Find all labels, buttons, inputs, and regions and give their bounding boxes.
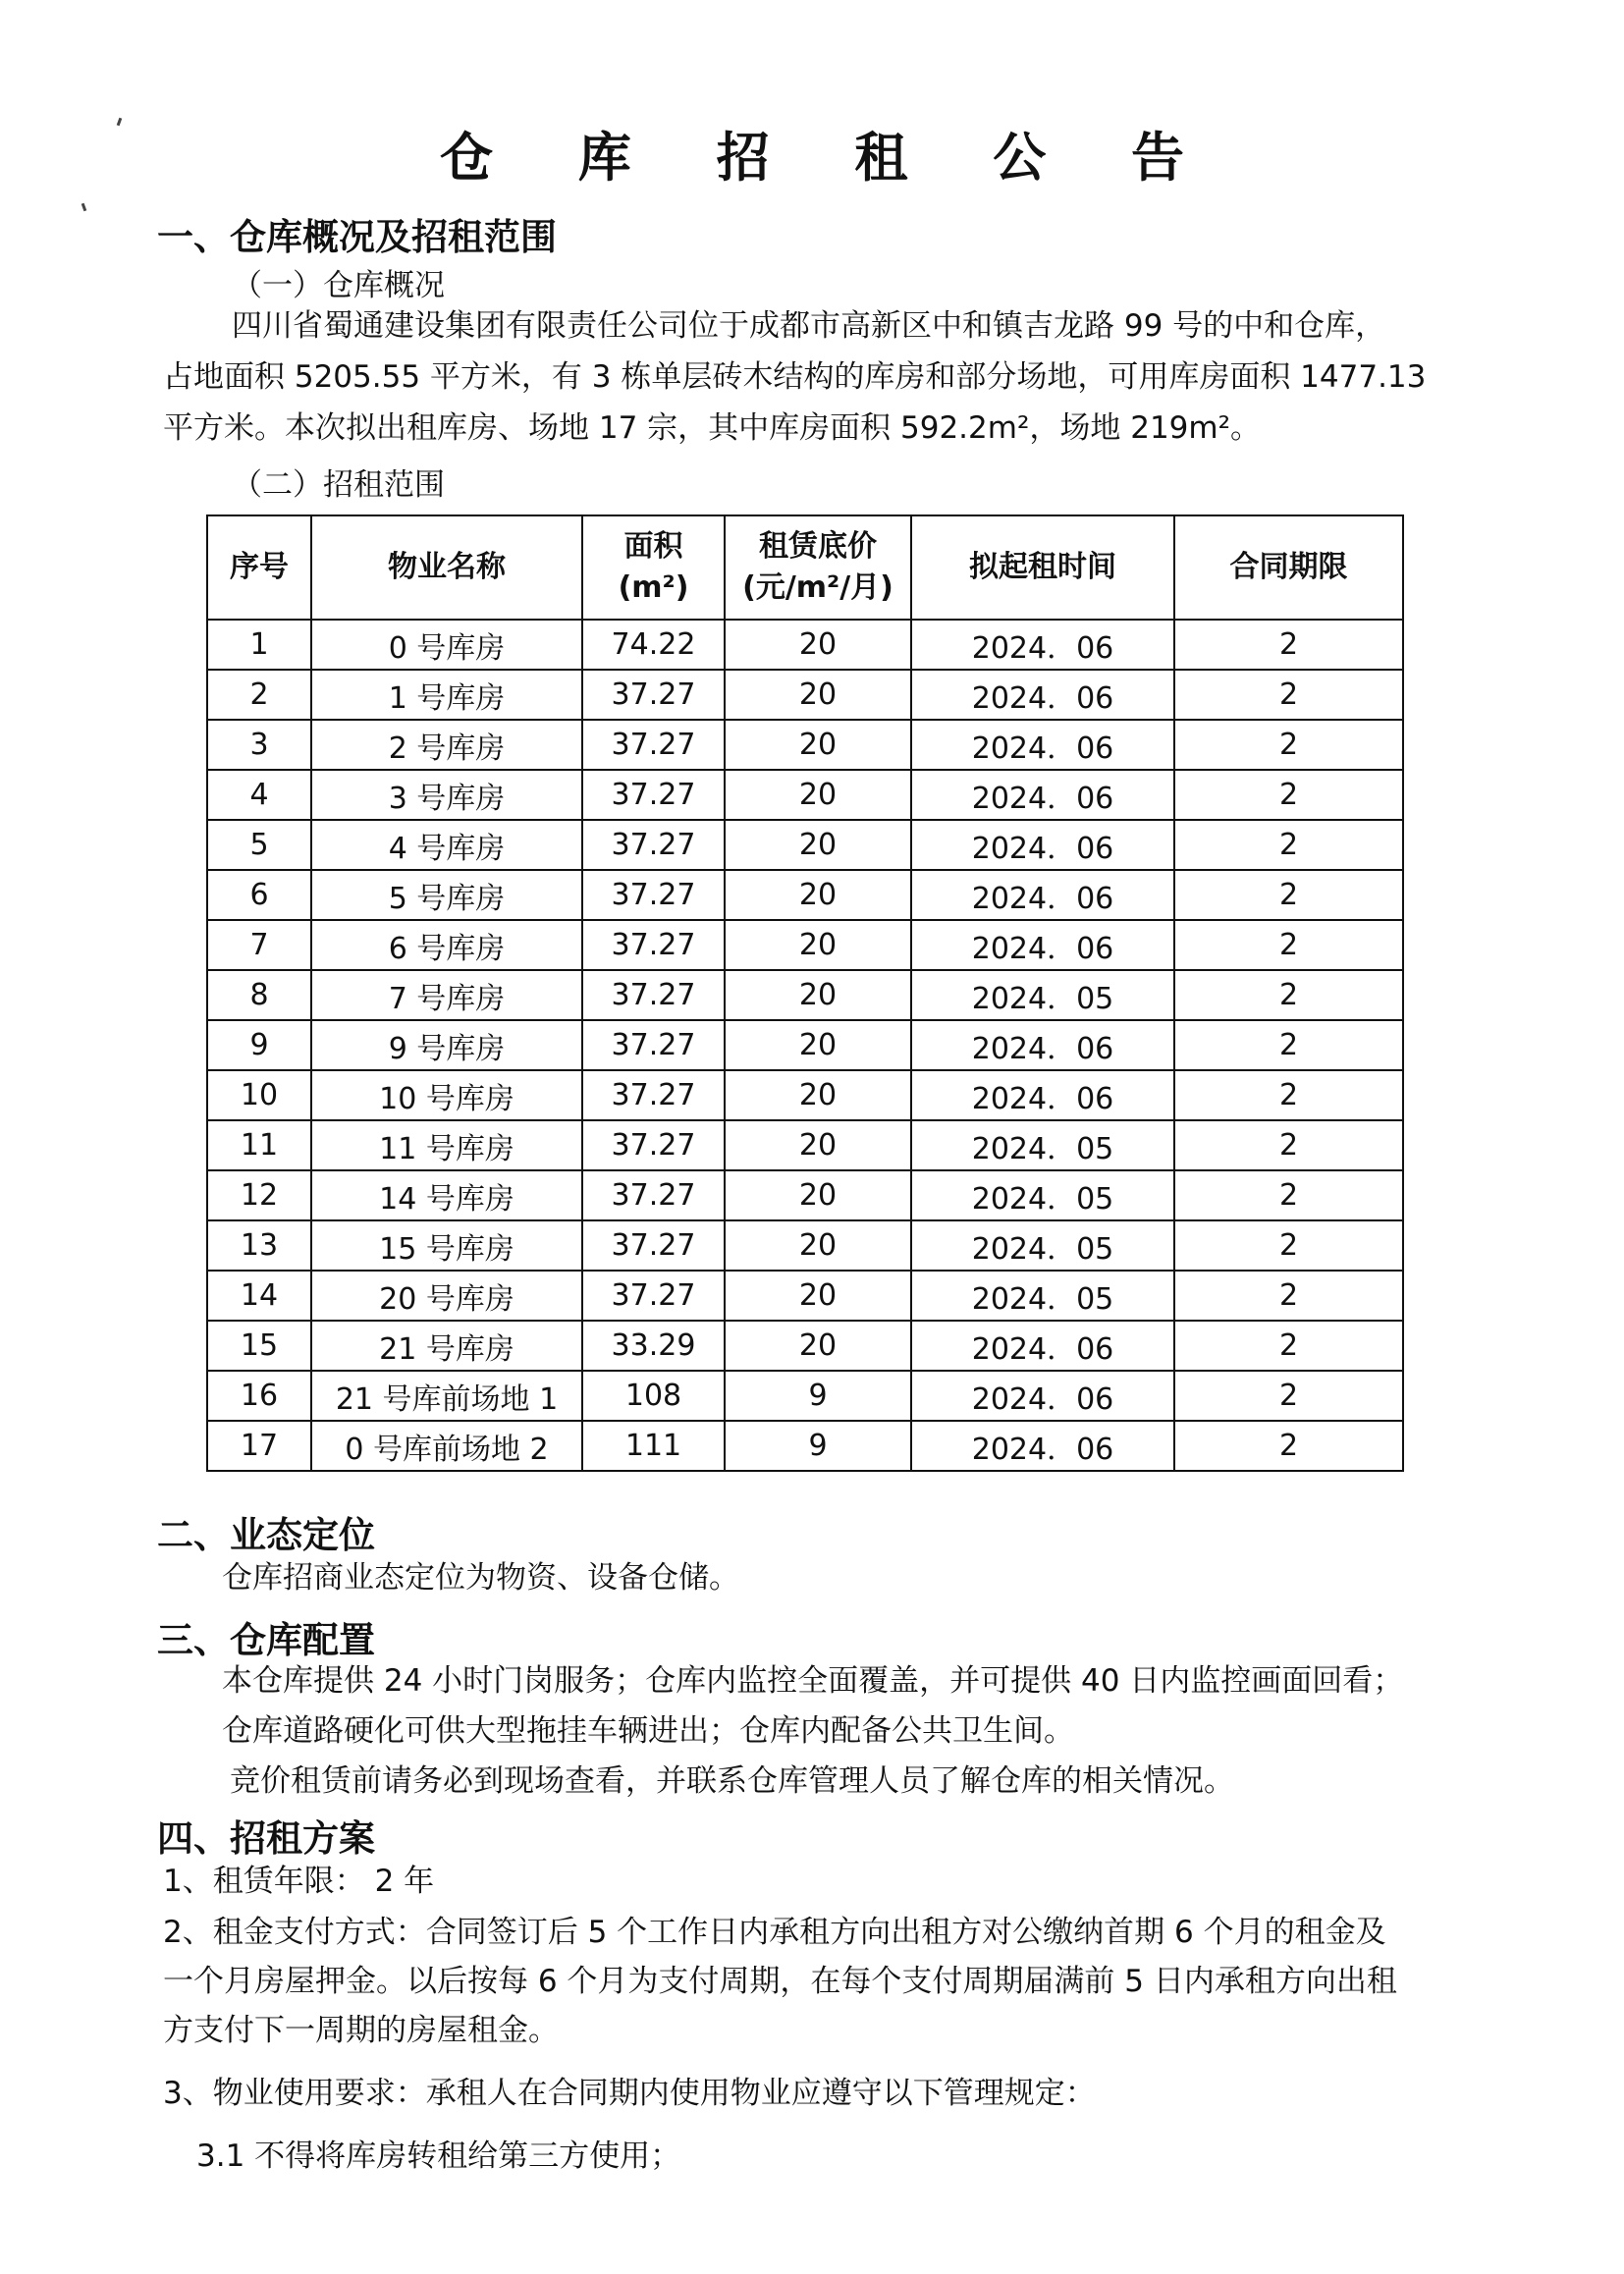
cell-price: 20 (725, 920, 911, 970)
paragraph-line: 平方米。本次拟出租库房、场地 17 宗，其中库房面积 592.2m²，场地 219m²。 (163, 410, 1262, 446)
paragraph-line: 仓库道路硬化可供大型拖挂车辆进出；仓库内配备公共卫生间。 (222, 1713, 1074, 1749)
cell-seq: 4 (207, 770, 311, 820)
header-area-label: 面积 (623, 529, 683, 564)
section-heading-1: 一、仓库概况及招租范围 (157, 216, 557, 258)
cell-price: 20 (725, 1220, 911, 1271)
subsection-heading-2: （二）招租范围 (232, 467, 445, 503)
cell-area: 37.27 (582, 970, 725, 1020)
table-row (207, 1070, 1403, 1120)
cell-area: 37.27 (582, 770, 725, 820)
subsection-heading-1: （一）仓库概况 (232, 268, 445, 303)
header-price (725, 515, 911, 620)
cell-area: 37.27 (582, 1070, 725, 1120)
cell-start: 2024．06 (911, 820, 1174, 870)
cell-name: 5 号库房 (311, 870, 582, 920)
cell-area: 111 (582, 1421, 725, 1471)
cell-start: 2024．06 (911, 920, 1174, 970)
cell-area: 37.27 (582, 1120, 725, 1170)
scan-speck (81, 203, 87, 212)
list-item-continuation: 方支付下一周期的房屋租金。 (163, 2013, 559, 2048)
rental-table (206, 514, 1404, 1472)
table-row (207, 970, 1403, 1020)
cell-price: 20 (725, 820, 911, 870)
list-item-continuation: 一个月房屋押金。以后按每 6 个月为支付周期，在每个支付周期届满前 5 日内承租方向出租 (163, 1964, 1397, 1999)
cell-name: 0 号库前场地 2 (311, 1421, 582, 1471)
cell-term: 2 (1174, 1321, 1403, 1371)
cell-name: 11 号库房 (311, 1120, 582, 1170)
table-row (207, 1271, 1403, 1321)
cell-price: 20 (725, 1170, 911, 1220)
cell-price: 20 (725, 1321, 911, 1371)
cell-price: 20 (725, 720, 911, 770)
table-body (207, 620, 1403, 1471)
cell-name: 9 号库房 (311, 1020, 582, 1070)
cell-term: 2 (1174, 1020, 1403, 1070)
cell-start: 2024．06 (911, 1421, 1174, 1471)
cell-name: 21 号库前场地 1 (311, 1371, 582, 1421)
cell-start: 2024．06 (911, 670, 1174, 720)
cell-name: 4 号库房 (311, 820, 582, 870)
cell-start: 2024．05 (911, 1120, 1174, 1170)
table-row (207, 1170, 1403, 1220)
cell-seq: 13 (207, 1220, 311, 1271)
table-row (207, 870, 1403, 920)
cell-area: 37.27 (582, 870, 725, 920)
cell-seq: 1 (207, 620, 311, 670)
table-row (207, 1371, 1403, 1421)
cell-term: 2 (1174, 1120, 1403, 1170)
section-heading-2: 二、业态定位 (157, 1514, 375, 1556)
cell-name: 10 号库房 (311, 1070, 582, 1120)
cell-term: 2 (1174, 1421, 1403, 1471)
cell-term: 2 (1174, 870, 1403, 920)
cell-name: 1 号库房 (311, 670, 582, 720)
header-seq: 序号 (207, 515, 311, 620)
cell-start: 2024．05 (911, 970, 1174, 1020)
table-row (207, 720, 1403, 770)
table-row (207, 1120, 1403, 1170)
cell-seq: 11 (207, 1120, 311, 1170)
table-row (207, 920, 1403, 970)
table-row (207, 670, 1403, 720)
cell-area: 37.27 (582, 1271, 725, 1321)
cell-seq: 8 (207, 970, 311, 1020)
cell-price: 20 (725, 770, 911, 820)
cell-start: 2024．05 (911, 1170, 1174, 1220)
table-row (207, 1321, 1403, 1371)
cell-start: 2024．06 (911, 1070, 1174, 1120)
cell-name: 7 号库房 (311, 970, 582, 1020)
cell-seq: 10 (207, 1070, 311, 1120)
cell-price: 20 (725, 1271, 911, 1321)
cell-start: 2024．06 (911, 620, 1174, 670)
cell-start: 2024．06 (911, 1371, 1174, 1421)
cell-term: 2 (1174, 1220, 1403, 1271)
paragraph-line: 四川省蜀通建设集团有限责任公司位于成都市高新区中和镇吉龙路 99 号的中和仓库， (232, 308, 1386, 344)
table-row (207, 1421, 1403, 1471)
cell-seq: 6 (207, 870, 311, 920)
section-heading-3: 三、仓库配置 (157, 1619, 375, 1661)
cell-term: 2 (1174, 1271, 1403, 1321)
cell-name: 14 号库房 (311, 1170, 582, 1220)
paragraph-line: 占地面积 5205.55 平方米，有 3 栋单层砖木结构的库房和部分场地，可用库房面积 1477.13 (163, 359, 1427, 395)
list-item: 1、租赁年限： 2 年 (163, 1864, 435, 1899)
cell-term: 2 (1174, 670, 1403, 720)
cell-area: 37.27 (582, 820, 725, 870)
cell-start: 2024．05 (911, 1271, 1174, 1321)
header-price-label: 租赁底价 (759, 529, 877, 564)
table-row (207, 1220, 1403, 1271)
cell-area: 37.27 (582, 1220, 725, 1271)
cell-seq: 5 (207, 820, 311, 870)
cell-seq: 7 (207, 920, 311, 970)
paragraph-line: 仓库招商业态定位为物资、设备仓储。 (222, 1560, 739, 1596)
cell-name: 20 号库房 (311, 1271, 582, 1321)
cell-name: 2 号库房 (311, 720, 582, 770)
cell-term: 2 (1174, 1070, 1403, 1120)
cell-area: 37.27 (582, 920, 725, 970)
header-term: 合同期限 (1174, 515, 1403, 620)
cell-seq: 17 (207, 1421, 311, 1471)
table-row (207, 1020, 1403, 1070)
cell-seq: 16 (207, 1371, 311, 1421)
header-area (582, 515, 725, 620)
cell-term: 2 (1174, 820, 1403, 870)
cell-price: 20 (725, 870, 911, 920)
cell-price: 20 (725, 1020, 911, 1070)
cell-price: 9 (725, 1371, 911, 1421)
cell-price: 20 (725, 1120, 911, 1170)
cell-name: 6 号库房 (311, 920, 582, 970)
cell-area: 108 (582, 1371, 725, 1421)
cell-start: 2024．05 (911, 1220, 1174, 1271)
cell-seq: 9 (207, 1020, 311, 1070)
header-area-unit: (m²) (618, 570, 689, 605)
list-item: 3、物业使用要求：承租人在合同期内使用物业应遵守以下管理规定： (163, 2076, 1096, 2111)
cell-price: 20 (725, 1070, 911, 1120)
header-price-unit: (元/m²/月) (742, 570, 893, 605)
cell-area: 37.27 (582, 720, 725, 770)
cell-start: 2024．06 (911, 1020, 1174, 1070)
header-start: 拟起租时间 (911, 515, 1174, 620)
table-row (207, 820, 1403, 870)
cell-area: 33.29 (582, 1321, 725, 1371)
cell-term: 2 (1174, 920, 1403, 970)
table-header-row (207, 515, 1403, 620)
table-row (207, 770, 1403, 820)
list-sub-item: 3.1 不得将库房转租给第三方使用； (196, 2139, 681, 2174)
cell-name: 3 号库房 (311, 770, 582, 820)
cell-term: 2 (1174, 1170, 1403, 1220)
paragraph-line: 竞价租赁前请务必到现场查看，并联系仓库管理人员了解仓库的相关情况。 (230, 1763, 1234, 1799)
cell-term: 2 (1174, 1371, 1403, 1421)
cell-term: 2 (1174, 720, 1403, 770)
cell-price: 9 (725, 1421, 911, 1471)
table-row (207, 620, 1403, 670)
cell-name: 21 号库房 (311, 1321, 582, 1371)
cell-name: 0 号库房 (311, 620, 582, 670)
cell-seq: 14 (207, 1271, 311, 1321)
section-heading-4: 四、招租方案 (157, 1817, 375, 1860)
header-name: 物业名称 (311, 515, 582, 620)
cell-start: 2024．06 (911, 720, 1174, 770)
cell-start: 2024．06 (911, 1321, 1174, 1371)
cell-price: 20 (725, 620, 911, 670)
cell-price: 20 (725, 970, 911, 1020)
cell-seq: 12 (207, 1170, 311, 1220)
cell-term: 2 (1174, 620, 1403, 670)
cell-name: 15 号库房 (311, 1220, 582, 1271)
cell-start: 2024．06 (911, 870, 1174, 920)
cell-term: 2 (1174, 770, 1403, 820)
cell-seq: 15 (207, 1321, 311, 1371)
cell-area: 74.22 (582, 620, 725, 670)
cell-area: 37.27 (582, 1020, 725, 1070)
list-item: 2、租金支付方式：合同签订后 5 个工作日内承租方向出租方对公缴纳首期 6 个月的租金及 (163, 1915, 1386, 1950)
paragraph-line: 本仓库提供 24 小时门岗服务；仓库内监控全面覆盖，并可提供 40 日内监控画面回看； (222, 1663, 1404, 1699)
cell-seq: 2 (207, 670, 311, 720)
cell-start: 2024．06 (911, 770, 1174, 820)
cell-price: 20 (725, 670, 911, 720)
cell-area: 37.27 (582, 670, 725, 720)
cell-area: 37.27 (582, 1170, 725, 1220)
cell-seq: 3 (207, 720, 311, 770)
page-title: 仓 库 招 租 公 告 (440, 127, 1218, 189)
cell-term: 2 (1174, 970, 1403, 1020)
